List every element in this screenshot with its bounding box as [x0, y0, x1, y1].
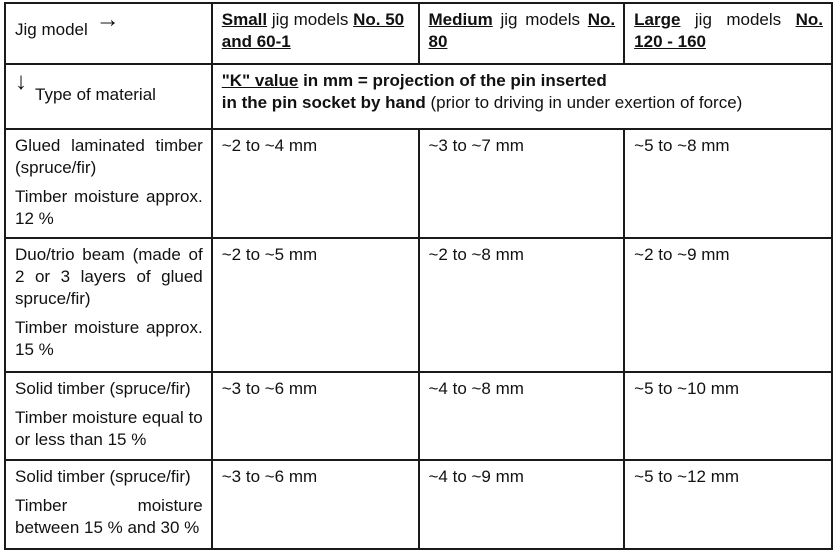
material-moisture: Timber moisture approx. 15 %	[15, 318, 203, 359]
k-value-quote: "K" value	[221, 71, 299, 90]
small-value: ~3 to ~6 mm	[212, 460, 419, 549]
type-of-material-cell	[5, 64, 212, 129]
material-cell	[5, 129, 212, 238]
large-value: ~5 to ~8 mm	[624, 129, 832, 238]
k-value-line1: in mm = projection of the pin inserted	[303, 71, 607, 90]
model-text: jig models	[694, 10, 782, 29]
model-size: Small	[221, 10, 268, 29]
table-row	[5, 238, 832, 372]
small-value: ~3 to ~6 mm	[212, 372, 419, 460]
material-moisture: Timber moisture equal to or less than 15 %	[15, 408, 203, 449]
large-value: ~5 to ~10 mm	[624, 372, 832, 460]
material-name: Solid timber (spruce/fir)	[15, 379, 191, 398]
material-cell	[5, 460, 212, 549]
material-name: Duo/trio beam (made of 2 or 3 layers of glued spruce/fir)	[15, 245, 203, 308]
medium-model-header	[419, 3, 625, 64]
model-text: jig models	[500, 10, 581, 29]
table-row	[5, 460, 832, 549]
medium-value: ~4 to ~8 mm	[419, 372, 625, 460]
large-value: ~2 to ~9 mm	[624, 238, 832, 372]
model-text: jig models	[271, 10, 349, 29]
small-model-header	[212, 3, 419, 64]
subheader-row	[5, 64, 832, 129]
material-cell	[5, 372, 212, 460]
material-cell	[5, 238, 212, 372]
material-moisture: Timber moisture between 15 % and 30 %	[15, 496, 203, 537]
material-name: Glued laminated timber (spruce/fir)	[15, 136, 203, 177]
model-number: No. 80	[428, 10, 616, 51]
k-value-description	[212, 64, 832, 129]
material-name: Solid timber (spruce/fir)	[15, 467, 191, 486]
table-row	[5, 129, 832, 238]
table-row	[5, 372, 832, 460]
model-number: No. 120 - 160	[634, 10, 823, 51]
large-model-header	[624, 3, 832, 64]
k-value-table	[4, 2, 833, 550]
arrow-right-icon: →	[95, 6, 120, 33]
k-value-line2-bold: in the pin socket by hand	[221, 93, 426, 112]
medium-value: ~4 to ~9 mm	[419, 460, 625, 549]
jig-model-label: Jig model	[15, 20, 88, 39]
medium-value: ~3 to ~7 mm	[419, 129, 625, 238]
k-value-line2-normal: (prior to driving in under exertion of force)	[430, 93, 743, 112]
material-moisture: Timber moisture approx. 12 %	[15, 187, 203, 228]
medium-value: ~2 to ~8 mm	[419, 238, 625, 372]
header-row	[5, 3, 832, 64]
large-value: ~5 to ~12 mm	[624, 460, 832, 549]
arrow-down-icon: ↓	[15, 68, 27, 95]
model-number: No. 50 and 60-1	[221, 10, 405, 51]
jig-model-header-cell	[5, 3, 212, 64]
small-value: ~2 to ~4 mm	[212, 129, 419, 238]
model-size: Medium	[428, 10, 493, 29]
model-size: Large	[634, 10, 681, 29]
type-of-material-label: Type of material	[35, 85, 156, 104]
small-value: ~2 to ~5 mm	[212, 238, 419, 372]
